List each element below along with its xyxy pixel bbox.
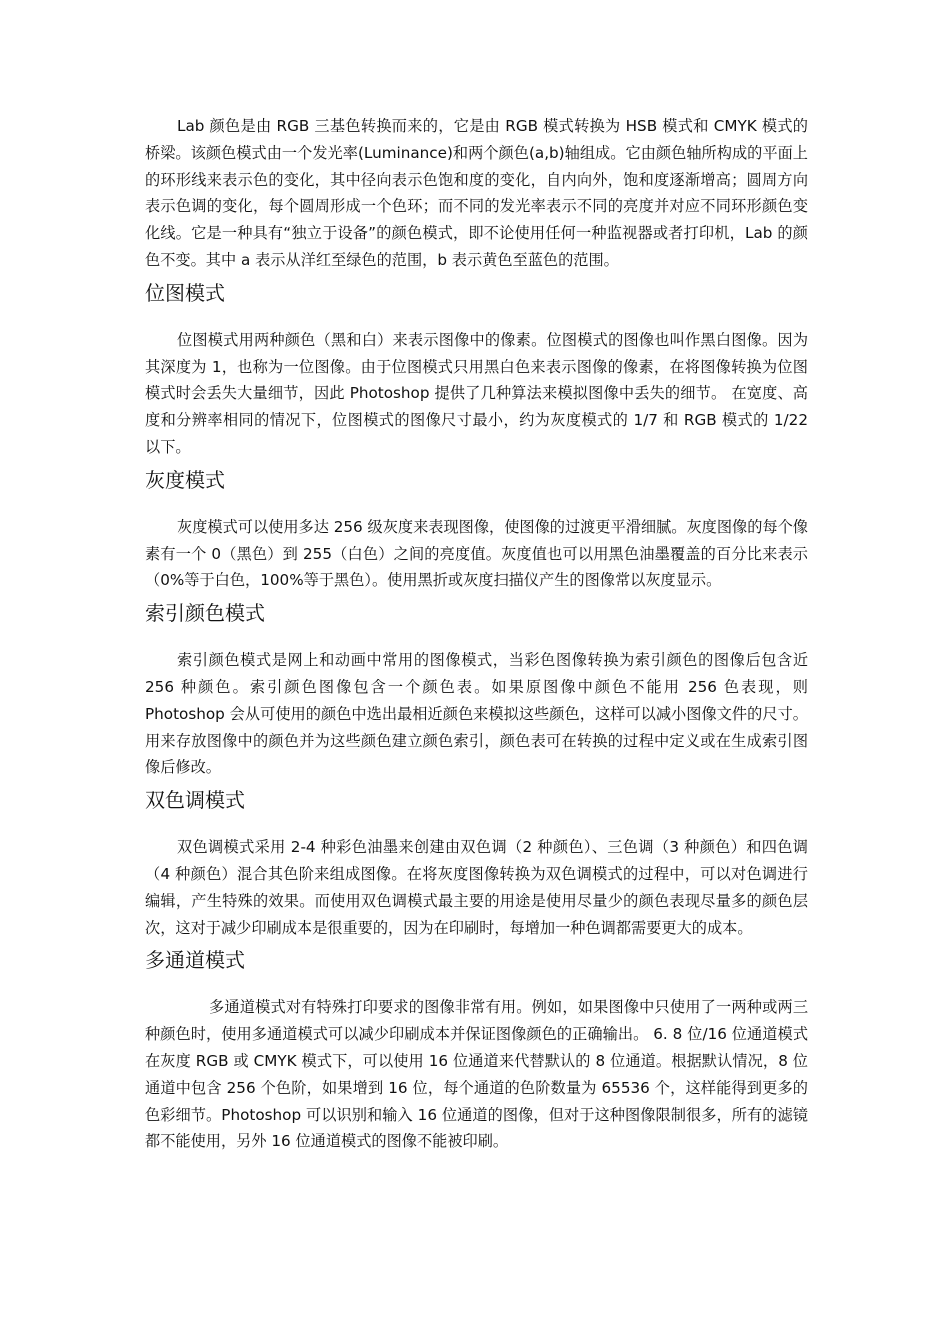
section-heading-grayscale-mode: 灰度模式 [145,467,225,492]
section-body-multichannel-mode: 多通道模式对有特殊打印要求的图像非常有用。例如，如果图像中只使用了一两种或两三种颜色时，使用多通道模式可以减少印刷成本并保证图像颜色的正确输出。 6. 8 位/16 位通道模式 在灰度 RGB 或 CMYK 模式下，可以使用 16 位通道来代替默认的 8 位通道。根据默认情况，8 位通道中包含 256 个色阶，如果增到 16 位，每个通道的色阶数量为 65536 个，这样能得到更多的色彩细节。Photoshop 可以识别和输入 16 位通道的图像，但对于这种图像限制很多，所有的滤镜都不能使用，另外 16 位通道模式的图像不能被印刷。 [145,998,808,1151]
intro-paragraph: Lab 颜色是由 RGB 三基色转换而来的，它是由 RGB 模式转换为 HSB 模式和 CMYK 模式的桥梁。该颜色模式由一个发光率(Luminance)和两个颜色(a,b)轴组成。它由颜色轴所构成的平面上的环形线来表示色的变化，其中径向表示色饱和度的变化，自内向外，饱和度逐渐增高；圆周方向表示色调的变化，每个圆周形成一个色环；而不同的发光率表示不同的亮度并对应不同环形颜色变化线。它是一种具有“独立于设备”的颜色模式，即不论使用任何一种监视器或者打印机，Lab 的颜色不变。其中 a 表示从洋红至绿色的范围，b 表示黄色至蓝色的范围。 [145,117,808,269]
section-body-grayscale-mode: 灰度模式可以使用多达 256 级灰度来表现图像，使图像的过渡更平滑细腻。灰度图像的每个像素有一个 0（黑色）到 255（白色）之间的亮度值。灰度值也可以用黑色油墨覆盖的百分比来表示（0%等于白色，100%等于黑色）。使用黑折或灰度扫描仪产生的图像常以灰度显示。 [145,517,808,590]
section-body-duotone-mode: 双色调模式采用 2-4 种彩色油墨来创建由双色调（2 种颜色）、三色调（3 种颜色）和四色调（4 种颜色）混合其色阶来组成图像。在将灰度图像转换为双色调模式的过程中，可以对色调进行编辑，产生特殊的效果。而使用双色调模式最主要的用途是使用尽量少的颜色表现尽量多的颜色层次，这对于减少印刷成本是很重要的，因为在印刷时，每增加一种色调都需要更大的成本。 [145,838,808,937]
section-body-indexed-color-mode: 索引颜色模式是网上和动画中常用的图像模式，当彩色图像转换为索引颜色的图像后包含近 256 种颜色。索引颜色图像包含一个颜色表。如果原图像中颜色不能用 256 色表现，则 Photoshop 会从可使用的颜色中选出最相近颜色来模拟这些颜色，这样可以减小图像文件的尺寸。用来存放图像中的颜色并为这些颜色建立颜色索引，颜色表可在转换的过程中定义或在生成索引图像后修改。 [145,651,808,777]
section-heading-duotone-mode: 双色调模式 [145,788,245,813]
document-body [145,113,808,1155]
section-heading-bitmap-mode: 位图模式 [145,280,225,305]
section-body-bitmap-mode: 位图模式用两种颜色（黑和白）来表示图像中的像素。位图模式的图像也叫作黑白图像。因为其深度为 1，也称为一位图像。由于位图模式只用黑白色来表示图像的像素，在将图像转换为位图模式时会丢失大量细节，因此 Photoshop 提供了几种算法来模拟图像中丢失的细节。 在宽度、高度和分辨率相同的情况下，位图模式的图像尺寸最小，约为灰度模式的 1/7 和 RGB 模式的 1/22 以下。 [145,330,808,456]
section-heading-indexed-color-mode: 索引颜色模式 [145,601,265,626]
section-heading-multichannel-mode: 多通道模式 [145,948,245,973]
